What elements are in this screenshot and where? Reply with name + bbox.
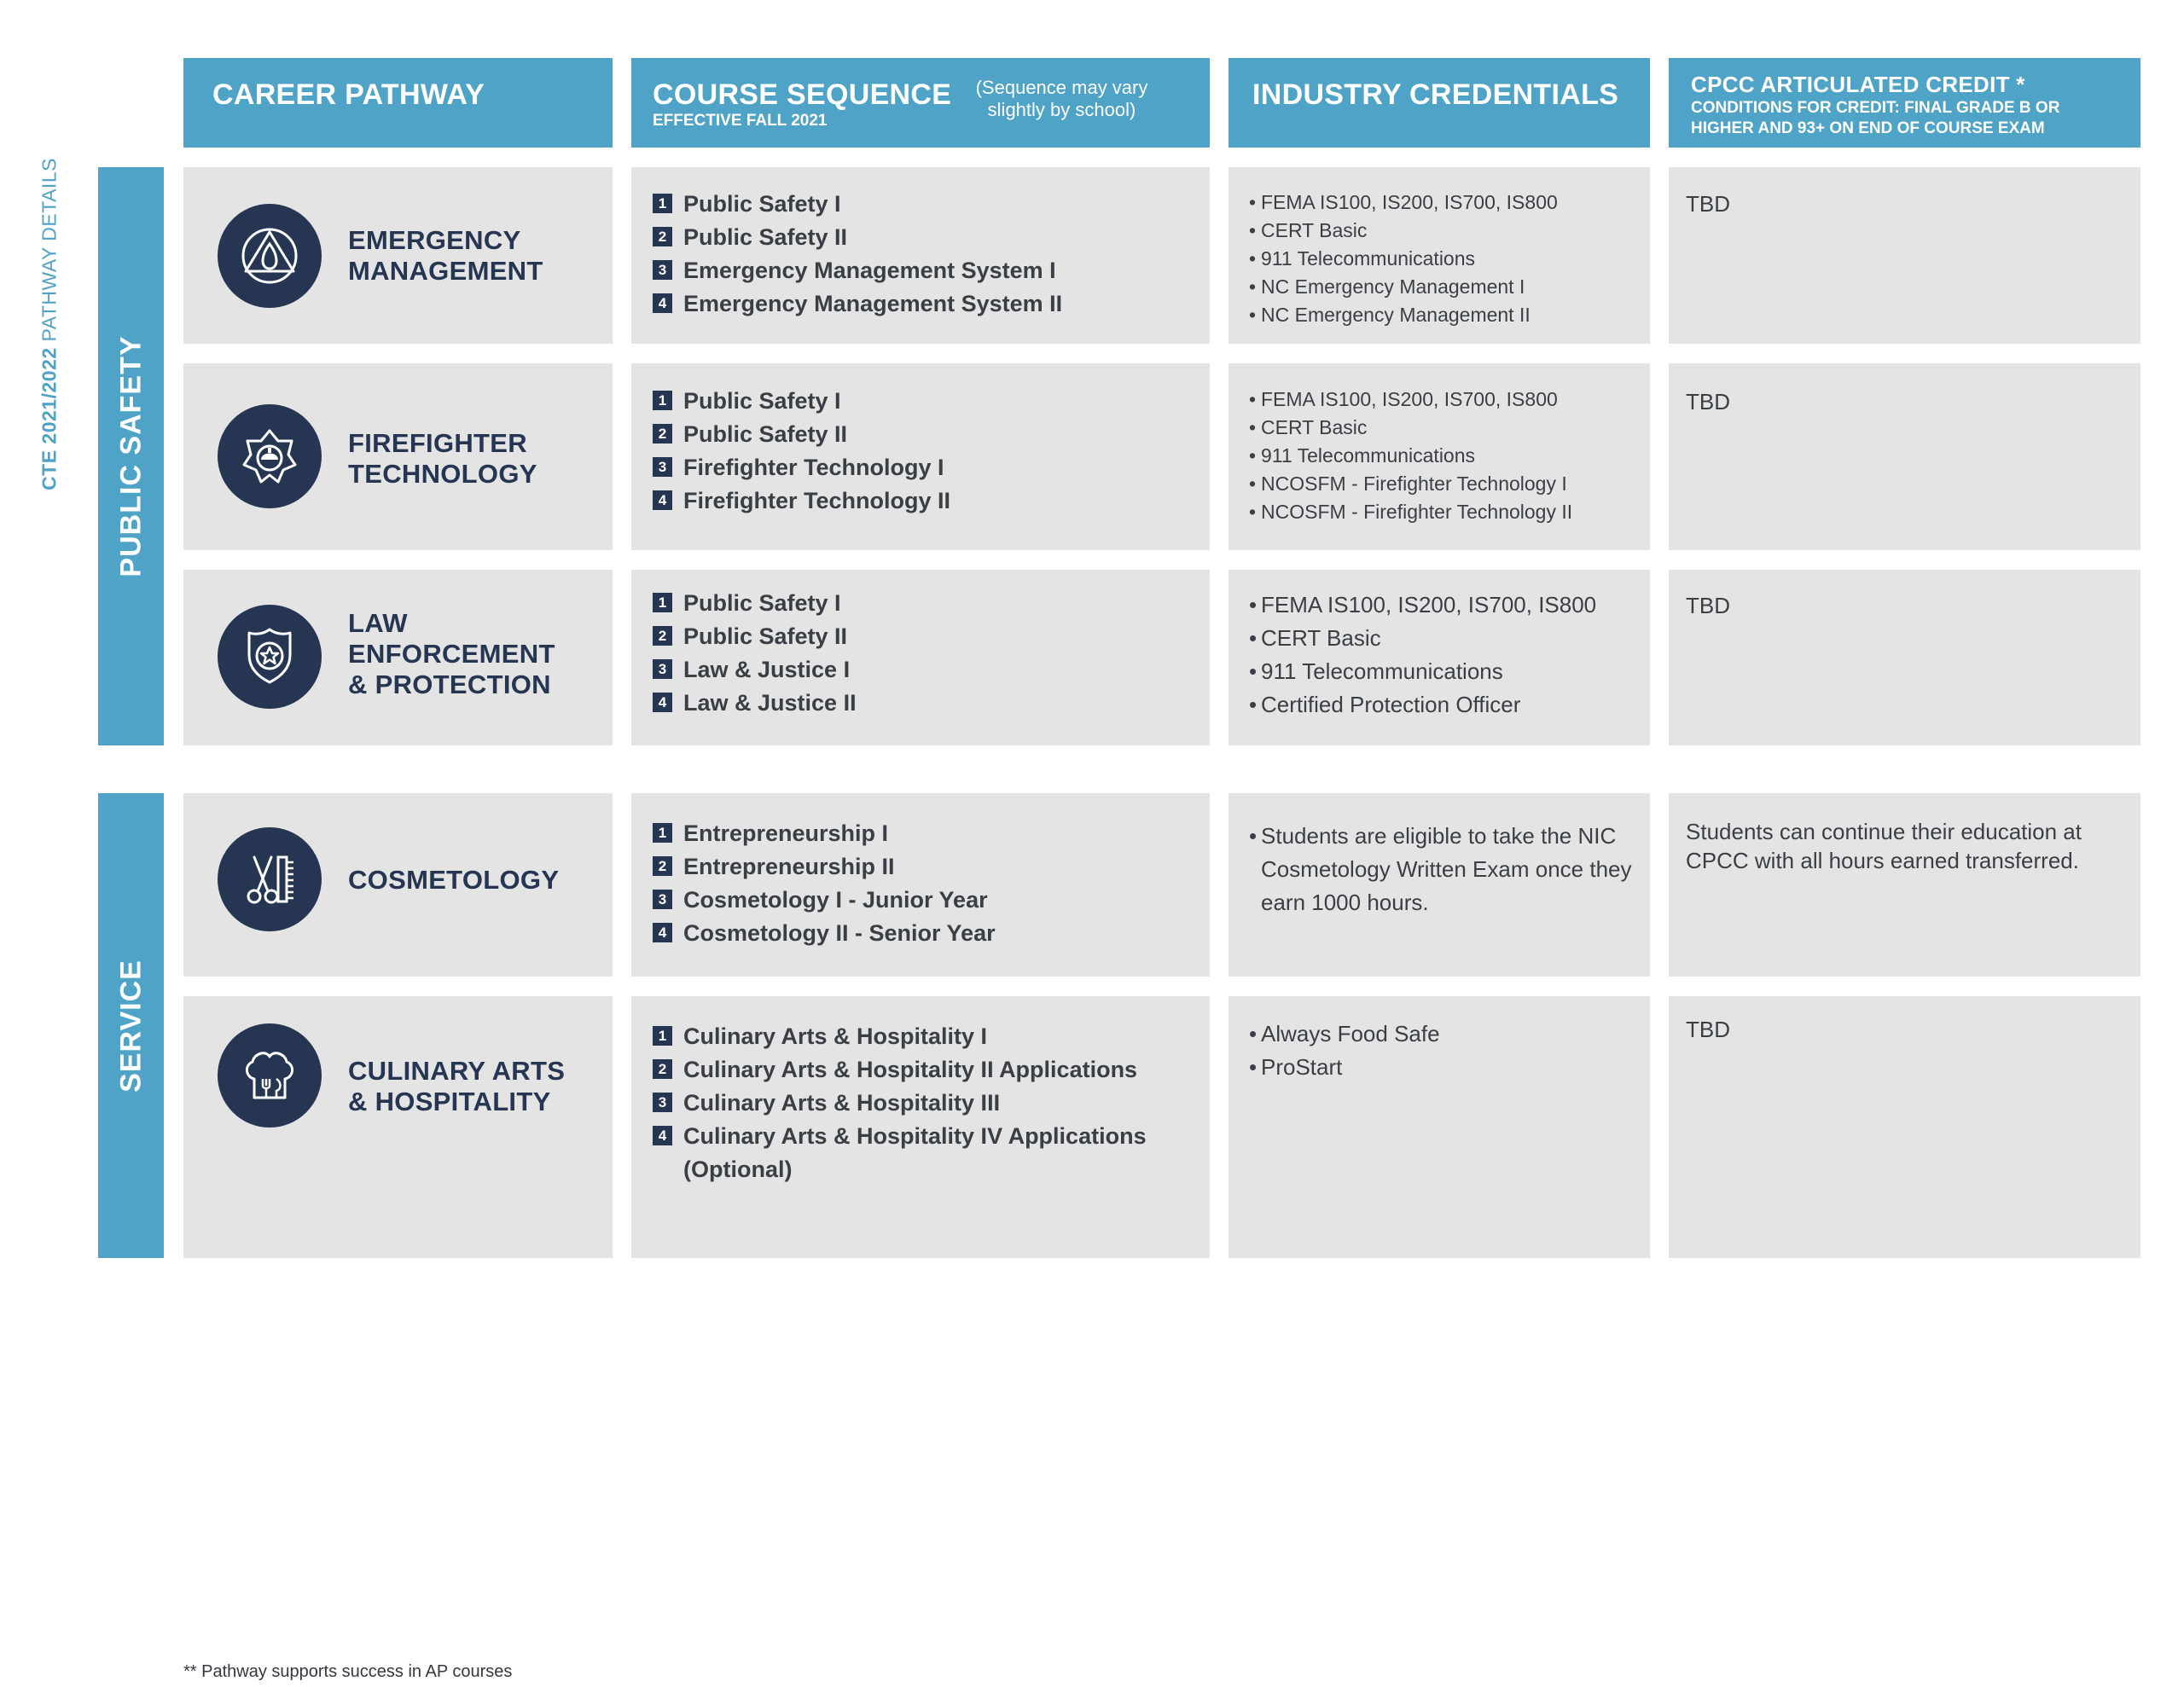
course-name: Culinary Arts & Hospitality III	[683, 1090, 1001, 1116]
credential-item: • 911 Telecommunications	[1249, 245, 1633, 273]
course-name: Public Safety I	[683, 388, 841, 414]
group-service-label: SERVICE	[114, 959, 147, 1093]
credit-text: TBD	[1686, 191, 1730, 217]
course-number-badge: 3	[653, 890, 672, 909]
course-item	[653, 653, 857, 687]
credit-cell-law-enforcement	[1669, 570, 2140, 745]
course-name: Public Safety II	[683, 623, 848, 649]
course-name: Culinary Arts & Hospitality IV Applications (Optional)	[683, 1123, 1147, 1182]
group-public-safety	[98, 167, 164, 745]
course-name: Entrepreneurship I	[683, 820, 889, 846]
credential-list	[1249, 820, 1633, 919]
pathway-cell-firefighter-technology	[183, 363, 613, 550]
course-number-badge: 2	[653, 1059, 672, 1079]
course-name: Public Safety I	[683, 590, 841, 616]
pathway-name	[348, 865, 559, 896]
credentials-cell-firefighter-technology	[1228, 363, 1650, 550]
course-number-badge: 4	[653, 923, 672, 942]
pathway-name-line: CULINARY ARTS	[348, 1056, 566, 1086]
course-cell-culinary-arts	[631, 996, 1210, 1258]
credit-text: TBD	[1686, 389, 1730, 415]
course-list	[653, 587, 857, 720]
course-name: Firefighter Technology II	[683, 488, 951, 513]
course-name: Public Safety II	[683, 224, 848, 250]
course-number-badge: 2	[653, 424, 672, 443]
course-item	[653, 1120, 1195, 1186]
course-name: Public Safety I	[683, 191, 841, 217]
credential-item: • NC Emergency Management II	[1249, 301, 1633, 329]
course-number-badge: 3	[653, 260, 672, 280]
course-item	[653, 917, 996, 950]
credentials-cell-law-enforcement	[1228, 570, 1650, 745]
credential-item: • FEMA IS100, IS200, IS700, IS800	[1249, 188, 1633, 217]
pathway-name	[348, 428, 537, 490]
credential-item: • FEMA IS100, IS200, IS700, IS800	[1249, 386, 1633, 414]
course-number-badge: 4	[653, 1126, 672, 1145]
course-number-badge: 4	[653, 693, 672, 712]
course-item	[653, 484, 950, 518]
pathway-name-line: FIREFIGHTER	[348, 428, 527, 458]
course-name: Culinary Arts & Hospitality I	[683, 1023, 988, 1049]
course-number-badge: 1	[653, 1026, 672, 1046]
header-course-sequence	[631, 58, 1210, 148]
credential-item: • 911 Telecommunications	[1249, 442, 1633, 470]
group-service	[98, 793, 164, 1258]
course-item	[653, 587, 857, 620]
course-item	[653, 221, 1062, 254]
credential-item: • NCOSFM - Firefighter Technology II	[1249, 498, 1633, 526]
pathway-name-line: LAW	[348, 608, 408, 638]
course-cell-emergency-management	[631, 167, 1210, 344]
pathway-cell-law-enforcement	[183, 570, 613, 745]
chef-hat-icon	[218, 1023, 322, 1128]
course-number-badge: 1	[653, 823, 672, 843]
credit-cell-cosmetology	[1669, 793, 2140, 977]
credential-item: • Certified Protection Officer	[1249, 688, 1633, 722]
header-course-sequence-label: COURSE SEQUENCE	[653, 78, 952, 111]
credit-text: Students can continue their education at CPCC with all hours earned transferred.	[1686, 819, 2082, 873]
header-course-effective: EFFECTIVE FALL 2021	[653, 112, 828, 130]
course-number-badge: 3	[653, 1093, 672, 1112]
credentials-cell-cosmetology	[1228, 793, 1650, 977]
course-item	[653, 287, 1062, 321]
course-cell-law-enforcement	[631, 570, 1210, 745]
course-name: Cosmetology I - Junior Year	[683, 887, 988, 913]
credential-item: • FEMA IS100, IS200, IS700, IS800	[1249, 588, 1633, 622]
course-item	[653, 188, 1062, 221]
credit-text: TBD	[1686, 593, 1730, 618]
credential-list	[1249, 188, 1633, 329]
course-item	[653, 1020, 1193, 1053]
course-list	[653, 385, 950, 518]
credential-item: • 911 Telecommunications	[1249, 655, 1633, 688]
credential-item: • Students are eligible to take the NIC Cosmetology Written Exam once they earn 1000 hours.	[1249, 820, 1633, 919]
pathway-name-line: TECHNOLOGY	[348, 459, 537, 489]
header-credit-conditions-line1: CONDITIONS FOR CREDIT: FINAL GRADE B OR	[1691, 99, 2060, 117]
credentials-cell-emergency-management	[1228, 167, 1650, 344]
course-number-badge: 3	[653, 659, 672, 679]
header-career-pathway	[183, 58, 613, 148]
course-number-badge: 2	[653, 856, 672, 876]
course-cell-firefighter-technology	[631, 363, 1210, 550]
pathway-name-line: COSMETOLOGY	[348, 865, 560, 895]
scissors-comb-icon	[218, 827, 322, 931]
course-name: Cosmetology II - Senior Year	[683, 920, 996, 946]
credential-item: • CERT Basic	[1249, 217, 1633, 245]
course-name: Law & Justice II	[683, 690, 857, 716]
pathway-name	[348, 1056, 565, 1117]
course-item	[653, 850, 996, 884]
firefighter-badge-icon	[218, 404, 322, 508]
footnote: ** Pathway supports success in AP courses	[183, 1662, 513, 1681]
credentials-cell-culinary-arts	[1228, 996, 1650, 1258]
police-badge-icon	[218, 605, 322, 709]
course-list	[653, 188, 1062, 321]
header-course-note-line1: (Sequence may vary	[975, 77, 1148, 98]
course-item	[653, 687, 857, 720]
course-number-badge: 1	[653, 593, 672, 612]
course-name: Emergency Management System I	[683, 258, 1056, 283]
credential-item: • CERT Basic	[1249, 622, 1633, 655]
header-articulated-credit-label: CPCC ARTICULATED CREDIT *	[1691, 72, 2025, 97]
course-number-badge: 2	[653, 227, 672, 246]
course-item	[653, 418, 950, 451]
credit-cell-emergency-management	[1669, 167, 2140, 344]
course-item	[653, 451, 950, 484]
header-course-note-line2: slightly by school)	[987, 99, 1136, 120]
course-number-badge: 4	[653, 293, 672, 313]
credential-list	[1249, 386, 1633, 526]
side-label-year: CTE 2021/2022	[38, 347, 61, 490]
credential-item: • NC Emergency Management I	[1249, 273, 1633, 301]
header-credit-conditions-line2: HIGHER AND 93+ ON END OF COURSE EXAM	[1691, 119, 2045, 137]
header-career-pathway-label: CAREER PATHWAY	[212, 78, 485, 111]
pathway-name	[348, 608, 555, 700]
course-name: Culinary Arts & Hospitality II Applications	[683, 1057, 1138, 1082]
pathway-name-line: & HOSPITALITY	[348, 1087, 551, 1116]
credit-cell-firefighter-technology	[1669, 363, 2140, 550]
credential-list	[1249, 1017, 1633, 1084]
course-number-badge: 3	[653, 457, 672, 477]
course-item	[653, 385, 950, 418]
course-number-badge: 1	[653, 391, 672, 410]
pathway-cell-culinary-arts	[183, 996, 613, 1258]
course-item	[653, 620, 857, 653]
credential-item: • ProStart	[1249, 1051, 1633, 1084]
pathway-name-line: & PROTECTION	[348, 670, 551, 699]
course-number-badge: 4	[653, 490, 672, 510]
pathway-cell-emergency-management	[183, 167, 613, 344]
pathway-name-line: MANAGEMENT	[348, 256, 543, 286]
course-item	[653, 1053, 1193, 1087]
course-item	[653, 1087, 1193, 1120]
group-public-safety-label: PUBLIC SAFETY	[114, 335, 147, 577]
course-name: Public Safety II	[683, 421, 848, 447]
course-number-badge: 1	[653, 194, 672, 213]
course-number-badge: 2	[653, 626, 672, 646]
credit-cell-culinary-arts	[1669, 996, 2140, 1258]
course-name: Law & Justice I	[683, 657, 851, 682]
header-industry-credentials	[1228, 58, 1650, 148]
course-cell-cosmetology	[631, 793, 1210, 977]
course-name: Firefighter Technology I	[683, 455, 944, 480]
header-industry-credentials-label: INDUSTRY CREDENTIALS	[1252, 78, 1619, 111]
credential-list	[1249, 588, 1633, 722]
pathway-name-line: ENFORCEMENT	[348, 639, 555, 669]
course-name: Entrepreneurship II	[683, 854, 895, 879]
credential-item: • NCOSFM - Firefighter Technology I	[1249, 470, 1633, 498]
course-list	[653, 817, 996, 950]
course-list	[653, 1020, 1193, 1186]
side-label-text: PATHWAY DETAILS	[38, 158, 61, 348]
course-item	[653, 817, 996, 850]
course-item	[653, 254, 1062, 287]
course-item	[653, 884, 996, 917]
header-course-note	[966, 77, 1158, 121]
credential-item: • Always Food Safe	[1249, 1017, 1633, 1051]
emergency-triangle-icon	[218, 204, 322, 308]
header-articulated-credit	[1669, 58, 2140, 148]
pathway-cell-cosmetology	[183, 793, 613, 977]
credit-text: TBD	[1686, 1017, 1730, 1042]
credential-item: • CERT Basic	[1249, 414, 1633, 442]
pathway-name	[348, 225, 543, 287]
course-name: Emergency Management System II	[683, 291, 1063, 316]
pathway-name-line: EMERGENCY	[348, 225, 521, 255]
